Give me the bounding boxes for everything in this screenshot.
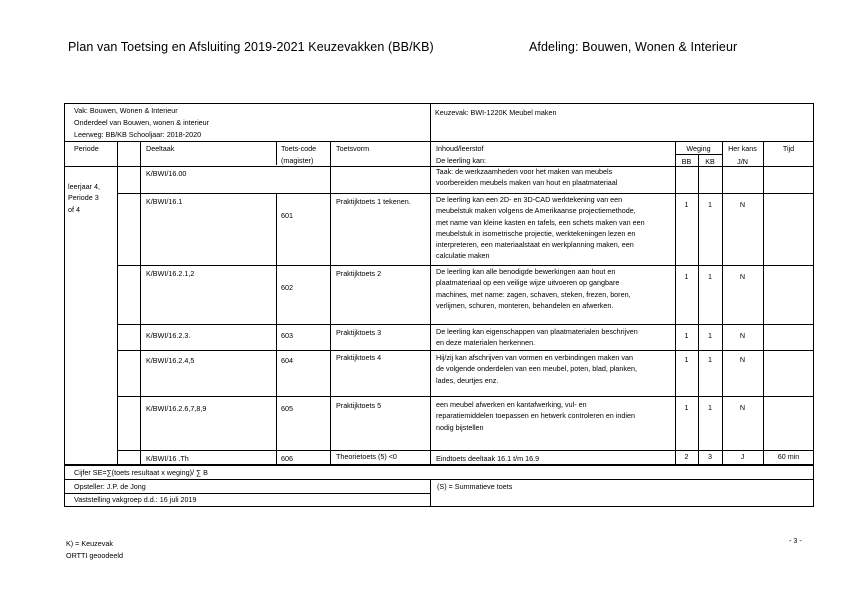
bb-weight-cell: 2 xyxy=(684,452,689,461)
onderdeel-label: Onderdeel van Bouwen, wonen & interieur xyxy=(74,118,210,127)
col-kb: KB xyxy=(705,157,715,166)
col-toetscode: Toets-code xyxy=(281,144,317,153)
note-keuzevak: K) = Keuzevak xyxy=(66,539,113,548)
description-cell: Hij/zij kan afschrijven van vormen en verbindingen maken van de volgende onderdelen van een meubel, poten, blad, planken, lades, deurtjes enz. xyxy=(436,353,638,385)
periode-cell: leerjaar 4, Periode 3 of 4 xyxy=(68,182,100,214)
kb-weight-cell: 3 xyxy=(708,452,712,461)
bb-weight-cell: 1 xyxy=(684,403,689,412)
herkans-cell: N xyxy=(739,403,746,412)
toetsvorm-cell: Praktijktoets 3 xyxy=(336,328,382,337)
tijd-cell: 60 min xyxy=(777,452,800,461)
toetsvorm-cell: Praktijktoets 5 xyxy=(336,401,382,410)
leerweg-label: Leerweg: BB/KB Schooljaar: 2018-2020 xyxy=(74,130,202,139)
page-number: - 3 - xyxy=(789,536,802,545)
bb-weight-cell: 1 xyxy=(684,200,689,209)
col-bb: BB xyxy=(681,157,692,166)
herkans-cell: N xyxy=(739,272,746,281)
vaststelling-label: Vaststelling vakgroep d.d.: 16 juli 2019 xyxy=(74,495,197,504)
deeltaak-cell: K/BWI/16.1 xyxy=(146,197,183,206)
deeltaak-cell: K/BWI/16.2.1,2 xyxy=(146,269,195,278)
col-toetsvorm: Toetsvorm xyxy=(336,144,370,153)
herkans-cell: N xyxy=(739,331,746,340)
opsteller-label: Opsteller: J.P. de Jong xyxy=(74,482,146,491)
toetsvorm-cell: Praktijktoets 4 xyxy=(336,353,382,362)
col-deeltaak: Deeltaak xyxy=(146,144,175,153)
bb-weight-cell: 1 xyxy=(684,355,689,364)
cijfer-formula: Cijfer SE=∑(toets resultaat x weging)/ ∑ B xyxy=(74,468,208,477)
note-beoordeeld: ORTTI geoodeeld xyxy=(66,551,124,560)
herkans-cell: J xyxy=(740,452,745,461)
department-title: Afdeling: Bouwen, Wonen & Interieur xyxy=(529,40,738,54)
toetscode-cell: 604 xyxy=(281,356,293,365)
description-cell: De leerling kan alle benodigde bewerkingen aan hout en plaatmateriaal op een veilige wijze uitvoeren op gangbare machines, met name: zagen, schaven, steken, frezen, boren, verlijmen, schuren, monteren, behandelen en afwerken. xyxy=(436,267,631,310)
kb-weight-cell: 1 xyxy=(708,331,712,340)
kb-weight-cell: 1 xyxy=(708,355,712,364)
keuzevak-label: Keuzevak: BWI-1220K Meubel maken xyxy=(435,108,557,117)
toetscode-cell: 603 xyxy=(281,331,293,340)
kb-weight-cell: 1 xyxy=(708,403,712,412)
description-cell: De leerling kan een 2D- en 3D-CAD werktekening van een meubelstuk maken volgens de Amerikaanse projectiemethode, met name van kleine kasten en tafels, een schets maken van een meubelstuk in isometrische projectie, werktekeningen lezen en interpreteren, een materiaalstaat en werkplanning maken, een calculatie maken xyxy=(436,195,645,261)
herkans-cell: N xyxy=(739,355,746,364)
kb-weight-cell: 1 xyxy=(708,200,712,209)
toetsvorm-cell: Theorietoets (5) <0 xyxy=(336,452,397,461)
description-cell: een meubel afwerken en kantafwerking, vul- en reparatiemiddelen toepassen en hetwerk controleren en indien nodig bijstellen xyxy=(436,400,635,432)
toetscode-cell: 605 xyxy=(281,404,293,413)
col-jn: J/N xyxy=(737,157,748,166)
col-inhoud: Inhoud/leerstof xyxy=(436,144,484,153)
description-cell: De leerling kan eigenschappen van plaatmaterialen beschrijven en deze materialen herkennen. xyxy=(436,327,638,348)
vak-label: Vak: Bouwen, Wonen & Interieur xyxy=(74,106,178,115)
page-title: Plan van Toetsing en Afsluiting 2019-2021 Keuzevakken (BB/KB) xyxy=(68,40,434,54)
deeltaak-cell: K/BWI/16.2.3. xyxy=(146,331,191,340)
bb-weight-cell: 1 xyxy=(684,331,689,340)
col-periode: Periode xyxy=(74,144,99,153)
deeltaak-cell: K/BWI/16 .Th xyxy=(146,454,189,463)
bb-weight-cell: 1 xyxy=(684,272,689,281)
herkans-cell: N xyxy=(739,200,746,209)
col-magister: (magister) xyxy=(281,156,314,165)
col-tijd: Tijd xyxy=(782,144,795,153)
toetsvorm-cell: Praktijktoets 2 xyxy=(336,269,382,278)
deeltaak-cell: K/BWI/16.2.4,5 xyxy=(146,356,195,365)
toetscode-cell: 601 xyxy=(281,211,293,220)
toetscode-cell: 606 xyxy=(281,454,293,463)
summatief-note: (S) = Summatieve toets xyxy=(437,482,513,491)
col-weging: Weging xyxy=(686,144,711,153)
col-beoordeling: De leerling kan: xyxy=(436,156,486,165)
kb-weight-cell: 1 xyxy=(708,272,712,281)
description-cell: Eindtoets deeltaak 16.1 t/m 16.9 xyxy=(436,454,540,463)
intro-code: K/BWI/16.00 xyxy=(146,169,187,178)
deeltaak-cell: K/BWI/16.2.6,7,8,9 xyxy=(146,404,207,413)
col-herkans: Her kans xyxy=(728,144,757,153)
intro-description: Taak: de werkzaamheden voor het maken van meubels voorbereiden meubels maken van hout en plaatmateriaal xyxy=(436,167,618,188)
toetsvorm-cell: Praktijktoets 1 tekenen. xyxy=(336,197,411,206)
toetscode-cell: 602 xyxy=(281,283,293,292)
